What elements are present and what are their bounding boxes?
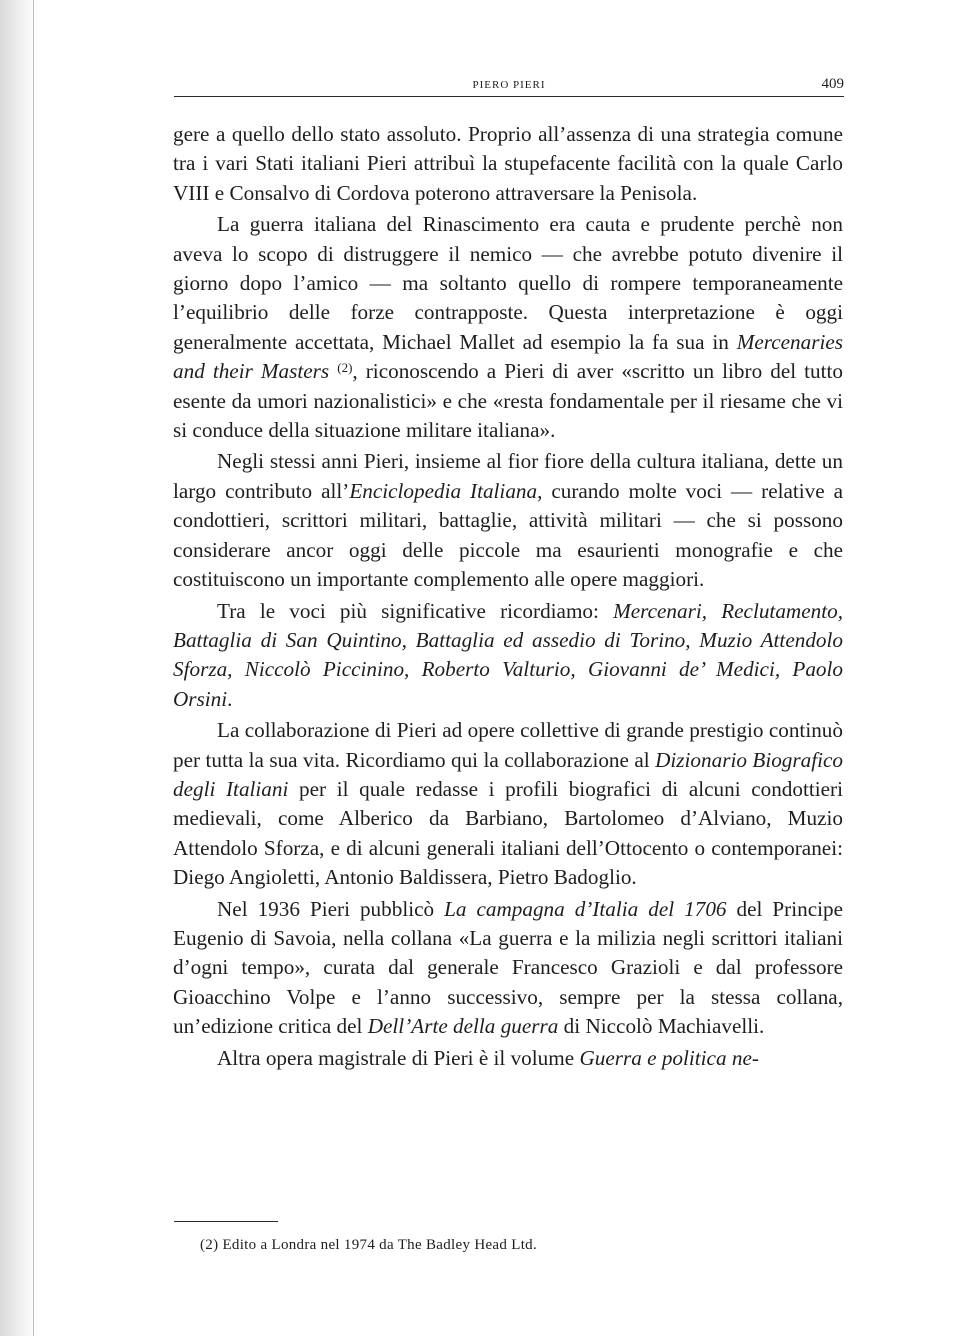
text-run: Altra opera magistrale di Pieri è il volume [217, 1045, 580, 1070]
running-head [174, 78, 844, 97]
text-run: gere a quello dello stato assoluto. Proprio all’assenza di una strategia comune tra i vari Stati italiani Pieri attribuì la stupefacente facilità con la quale Carlo VIII e Consalvo di Cordova poterono attraversare la Penisola. [173, 122, 843, 205]
body-text [173, 120, 843, 1075]
page-number: 409 [821, 76, 844, 92]
paragraph [173, 120, 843, 208]
paragraph [173, 1044, 843, 1073]
paragraph [173, 716, 843, 892]
italic-title: La campagna d’Italia del 1706 [444, 896, 727, 921]
text-run: per il quale redasse i profili biografici di alcuni condottieri medievali, come Alberico da Barbiano, Bartolomeo d’Alviano, Muzio Attendolo Sforza, e di alcuni generali italiani dell’Ottocento o contemporanei: Diego Angioletti, Antonio Baldissera, Pietro Badoglio. [173, 776, 843, 890]
italic-title: Enciclopedia Italiana [349, 478, 538, 503]
text-run: Tra le voci più significative ricordiamo: [217, 598, 614, 623]
italic-title: Mercenari, Reclutamento, Battaglia di San Quintino, Battaglia ed assedio di Torino, Muzio Attendolo Sforza, Niccolò Piccinino, Roberto Valturio, Giovanni de’ Medici, Paolo Orsini [173, 598, 843, 711]
italic-title: Dell’Arte della guerra [367, 1014, 559, 1039]
paragraph [173, 597, 843, 715]
text-run: Negli stessi anni Pieri, insieme al fior fiore della cultura italiana, dette un largo contributo all’ [173, 449, 843, 503]
text-run: La collaborazione di Pieri ad opere collettive di grande prestigio continuò per tutta la sua vita. Ricordiamo qui la collaborazione al [173, 718, 843, 772]
paragraph [173, 210, 843, 445]
text-run: di Niccolò Machiavelli. [558, 1014, 765, 1039]
footnote-rule [174, 1221, 278, 1222]
text-run: . [227, 686, 233, 711]
italic-title: Dizionario Biografico degli Italiani [173, 747, 844, 801]
book-spine-edge [33, 0, 34, 1336]
text-run: , curando molte voci — relative a condottieri, scrittori militari, battaglie, attività militari — che si possono considerare ancor oggi delle piccole ma esaurienti monografie e che costituiscono un importante complemento alle opere maggiori. [173, 478, 843, 592]
italic-title: Guerra e politica ne- [579, 1045, 759, 1070]
text-run: Nel 1936 Pieri pubblicò [217, 896, 445, 921]
footnote-2: (2) Edito a Londra nel 1974 da The Badley Head Ltd. [200, 1237, 538, 1253]
paragraph [173, 447, 843, 594]
paragraph [173, 895, 843, 1042]
italic-title: Mercenaries and their Masters [173, 329, 843, 384]
text-run: del Principe Eugenio di Savoia, nella collana «La guerra e la milizia negli scrittori italiani d’ogni tempo», curata dal generale Francesco Grazioli e dal professore Gioacchino Volpe e l’anno successivo, sempre per la stessa collana, un’edizione critica del [173, 896, 843, 1039]
text-run: La guerra italiana del Rinascimento era cauta e prudente perchè non aveva lo scopo di distruggere il nemico — che avrebbe potuto divenire il giorno dopo l’amico — ma soltanto quello di rompere temporaneamente l’equilibrio delle forze contrapposte. Questa interpretazione è oggi generalmente accettata, Michael Mallet ad esempio la fa sua in [173, 212, 843, 354]
footnote-reference: (2) [337, 360, 353, 376]
running-title: PIERO PIERI [472, 79, 546, 91]
text-run: , riconoscendo a Pieri di aver «scritto un libro del tutto esente da umori nazionalistici» e che «resta fondamentale per il riesame che vi si conduce della situazione militare italiana». [173, 359, 844, 443]
